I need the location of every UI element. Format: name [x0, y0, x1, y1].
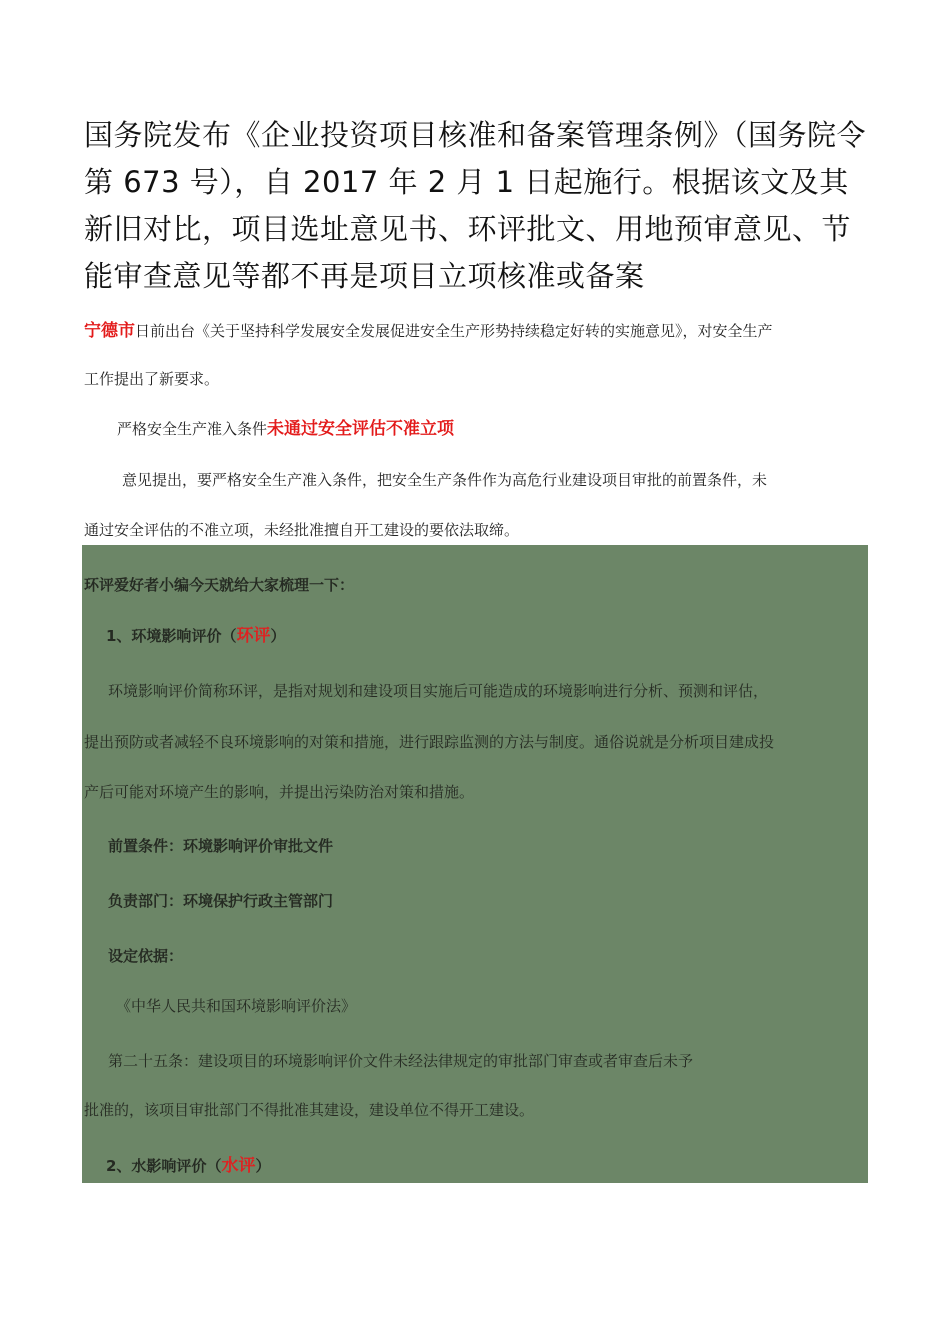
section-1-heading: 1、环境影响评价（环评）: [106, 626, 286, 646]
intro-text: 日前出台《关于坚持科学发展安全发展促进安全生产形势持续稳定好转的实施意见》，对安全生产: [135, 322, 773, 340]
subheading-prefix: 严格安全生产准入条件: [117, 420, 268, 438]
article-line-1: 第二十五条：建设项目的环境影响评价文件未经法律规定的审批部门审查或者审查后未予: [108, 1052, 694, 1070]
section-2-highlight: 水评: [221, 1156, 256, 1176]
article-line-2: 批准的，该项目审批部门不得批准其建设，建设单位不得开工建设。: [84, 1101, 535, 1119]
headline: 国务院发布《企业投资项目核准和备案管理条例》（国务院令第 673 号），自 2017 年 2 月 1 日起施行。根据该文及其新旧对比，项目选址意见书、环评批文、用地预审意见、节能审查意见等都不再是项目立项核准或备案: [84, 118, 867, 293]
subheading-highlight: 未通过安全评估不准立项: [267, 419, 455, 439]
precondition: 前置条件：环境影响评价审批文件: [108, 837, 334, 855]
opinion-line-1: 意见提出，要严格安全生产准入条件，把安全生产条件作为高危行业建设项目审批的前置条件，未: [122, 471, 768, 489]
department: 负责部门：环境保护行政主管部门: [108, 892, 334, 910]
desc-line-1: 环境影响评价简称环评，是指对规划和建设项目实施后可能造成的环境影响进行分析、预测和评估，: [108, 682, 769, 700]
intro-line-2: 工作提出了新要求。: [84, 370, 220, 388]
panel-lead: 环评爱好者小编今天就给大家梳理一下：: [84, 576, 355, 594]
subheading: [117, 419, 454, 439]
desc-line-3: 产后可能对环境产生的影响，并提出污染防治对策和措施。: [84, 783, 475, 801]
basis-label: 设定依据：: [108, 947, 184, 965]
law-title: 《中华人民共和国环境影响评价法》: [116, 997, 357, 1015]
section-1-highlight: 环评: [236, 626, 271, 646]
desc-line-2: 提出预防或者减轻不良环境影响的对策和措施，进行跟踪监测的方法与制度。通俗说就是分析项目建成投: [84, 733, 775, 751]
city-name: 宁德市: [84, 321, 135, 341]
highlight-panel: [82, 545, 868, 1183]
intro-line-1: [84, 321, 773, 341]
section-2-heading: 2、水影响评价（水评）: [106, 1156, 271, 1176]
opinion-line-2: 通过安全评估的不准立项，未经批准擅自开工建设的要依法取缔。: [84, 521, 520, 539]
